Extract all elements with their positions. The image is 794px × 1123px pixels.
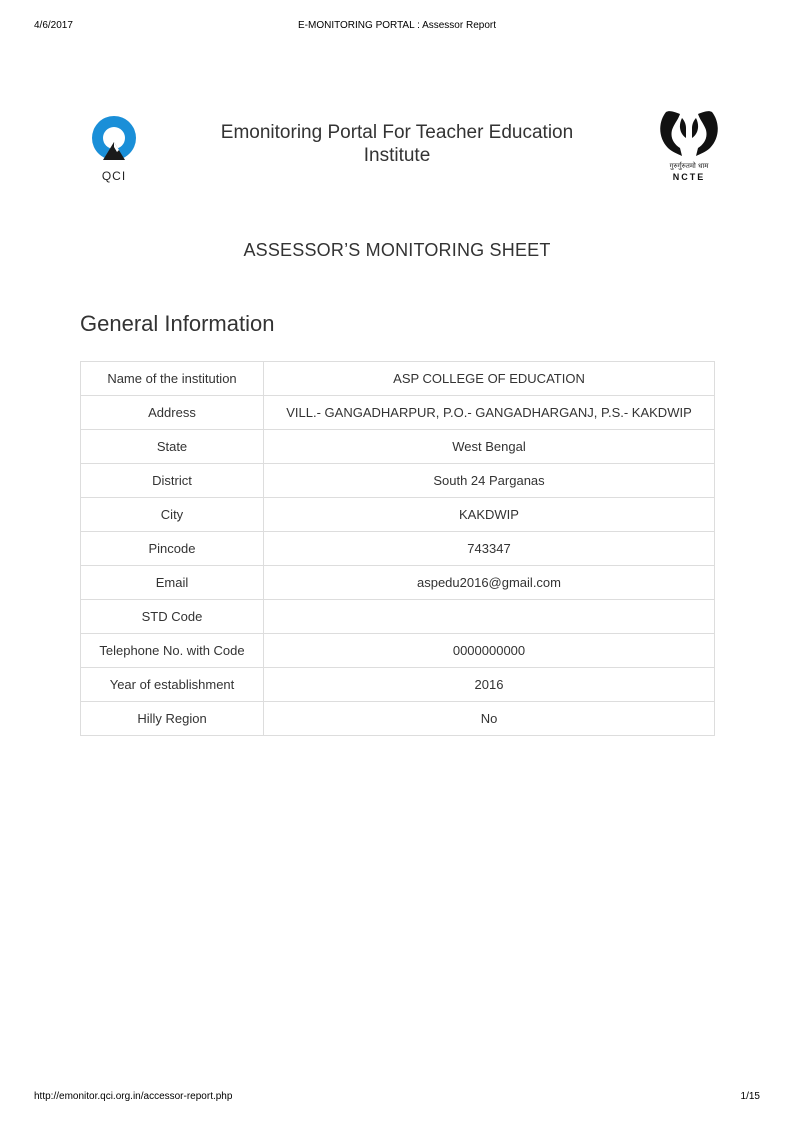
field-label: City [81, 498, 264, 532]
field-value: KAKDWIP [264, 498, 715, 532]
field-value: South 24 Parganas [264, 464, 715, 498]
ncte-logo [656, 104, 722, 184]
table-row [81, 532, 715, 566]
field-label: Name of the institution [81, 362, 264, 396]
ncte-logo-icon [656, 104, 722, 184]
portal-title: Emonitoring Portal For Teacher Education Institute [220, 122, 574, 166]
print-header [34, 20, 760, 34]
field-value [264, 600, 715, 634]
field-value: 743347 [264, 532, 715, 566]
field-value: VILL.- GANGADHARPUR, P.O.- GANGADHARGANJ, P.S.- KAKDWIP [264, 396, 715, 430]
field-label: Address [81, 396, 264, 430]
field-label: Pincode [81, 532, 264, 566]
table-row [81, 498, 715, 532]
field-value: 0000000000 [264, 634, 715, 668]
ncte-logo-text: NCTE [672, 172, 706, 182]
field-value: West Bengal [264, 430, 715, 464]
general-information-table [80, 361, 715, 736]
field-label: State [81, 430, 264, 464]
table-row [81, 668, 715, 702]
page-number: 1/15 [740, 1091, 760, 1102]
table-row [81, 702, 715, 736]
print-date: 4/6/2017 [34, 20, 73, 31]
field-value: aspedu2016@gmail.com [264, 566, 715, 600]
section-title-general-information: General Information [80, 311, 275, 336]
table-row [81, 600, 715, 634]
print-document-title: E-MONITORING PORTAL : Assessor Report [297, 20, 496, 31]
table-row [81, 396, 715, 430]
sheet-title: ASSESSOR’S MONITORING SHEET [243, 240, 551, 260]
qci-logo-icon [86, 112, 142, 184]
table-row [81, 362, 715, 396]
ncte-devanagari-text: गुरुर्गुरुतमो धाम [669, 162, 709, 170]
table-row [81, 430, 715, 464]
field-value: No [264, 702, 715, 736]
table-row [81, 566, 715, 600]
field-value: 2016 [264, 668, 715, 702]
field-label: Year of establishment [81, 668, 264, 702]
table-row [81, 634, 715, 668]
qci-logo-text: QCI [101, 169, 127, 183]
field-label: District [81, 464, 264, 498]
field-label: Hilly Region [81, 702, 264, 736]
print-url: http://emonitor.qci.org.in/accessor-report.php [34, 1091, 233, 1102]
field-label: Telephone No. with Code [81, 634, 264, 668]
field-label: STD Code [81, 600, 264, 634]
qci-logo [86, 112, 142, 184]
table-row [81, 464, 715, 498]
field-label: Email [81, 566, 264, 600]
field-value: ASP COLLEGE OF EDUCATION [264, 362, 715, 396]
print-footer [34, 1091, 760, 1105]
